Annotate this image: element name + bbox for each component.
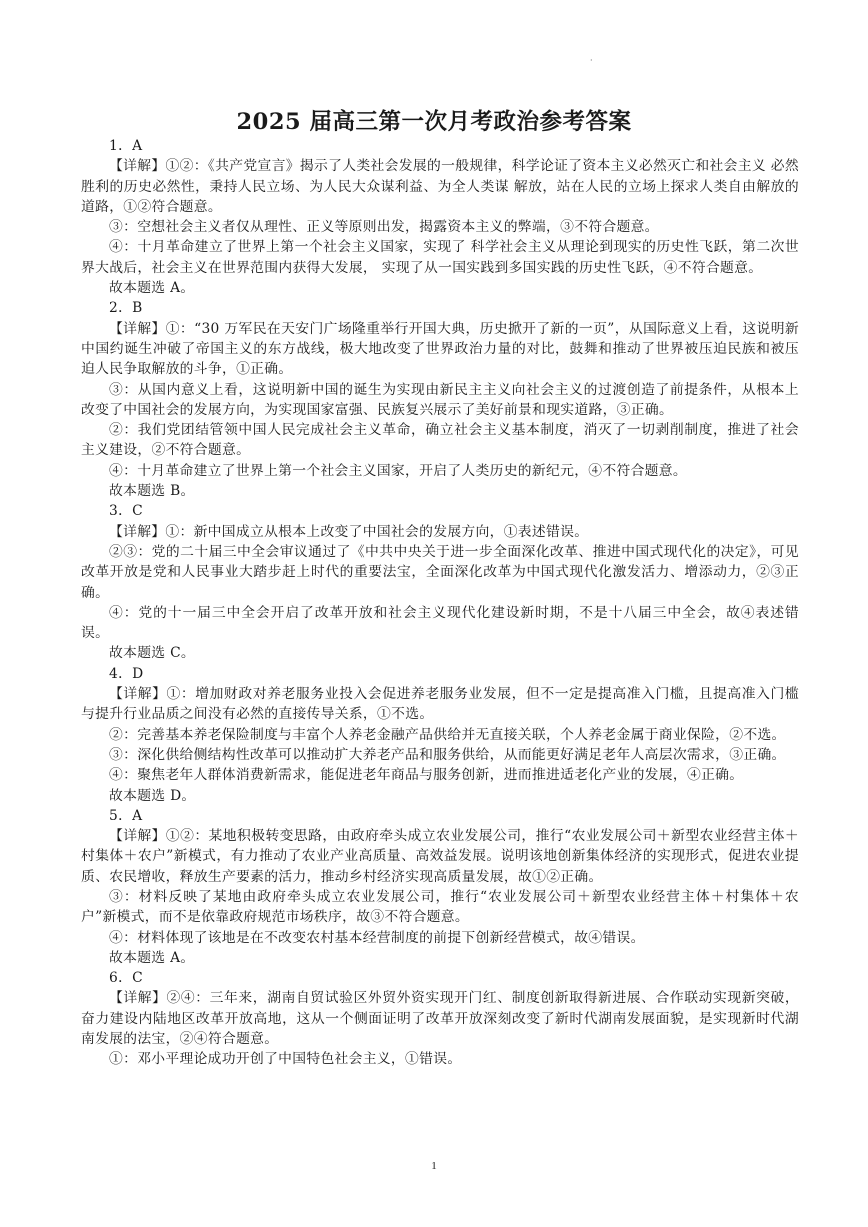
explanation-paragraph: ③：空想社会主义者仅从理性、正义等原则出发，揭露资本主义的弊端，③不符合题意。 bbox=[109, 219, 659, 236]
answer-conclusion: 故本题选 A。 bbox=[109, 280, 195, 297]
header-mark: · bbox=[590, 56, 593, 65]
question-number: 3．C bbox=[109, 503, 144, 520]
explanation-paragraph: ④：党的十一届三中全会开启了改革开放和社会主义现代化建设新时期，不是十八届三中全会，故④表述错误。 bbox=[81, 604, 799, 642]
question-number: 2．B bbox=[109, 300, 143, 317]
explanation-paragraph: ④：材料体现了该地是在不改变农村基本经营制度的前提下创新经营模式，故④错误。 bbox=[109, 929, 645, 946]
explanation-paragraph: ④：十月革命建立了世界上第一个社会主义国家，开启了人类历史的新纪元，④不符合题意。 bbox=[109, 462, 687, 479]
question-number: 4．D bbox=[109, 665, 144, 682]
explanation-paragraph: 【详解】①：新中国成立从根本上改变了中国社会的发展方向，①表述错误。 bbox=[109, 523, 589, 540]
explanation-paragraph: ②：我们党团结管领中国人民完成社会主义革命，确立社会主义基本制度，消灭了一切剥削制度，推进了社会主义建设，②不符合题意。 bbox=[81, 422, 799, 459]
explanation-paragraph: ③：深化供给侧结构性改革可以推动扩大养老产品和服务供给，从而能更好满足老年人高层次需求，③正确。 bbox=[109, 746, 786, 763]
page-number: 1 bbox=[431, 1160, 437, 1172]
answer-conclusion: 故本题选 B。 bbox=[109, 483, 195, 500]
explanation-paragraph: ①：邓小平理论成功开创了中国特色社会主义，①错误。 bbox=[109, 1051, 462, 1068]
answer-body bbox=[81, 136, 799, 1070]
answer-conclusion: 故本题选 A。 bbox=[109, 949, 195, 966]
explanation-paragraph: 【详解】①②：《共产党宣言》揭示了人类社会发展的一般规律，科学论证了资本主义必然灭亡和社会主义 必然胜利的历史必然性，秉持人民立场、为人民大众谋利益、为全人类谋 解放，站在人民的立场上探求人类自由解放的道路，①②符合题意。 bbox=[81, 158, 799, 215]
question-number: 5．A bbox=[109, 807, 143, 824]
explanation-paragraph: ④：十月革命建立了世界上第一个社会主义国家，实现了 科学社会主义从理论到现实的历史性飞跃，第二次世界大战后，社会主义在世界范围内获得大发展， 实现了从一国实践到多国实践的历史性飞跃，④不符合题意。 bbox=[81, 239, 799, 276]
explanation-paragraph: 【详解】①②：某地积极转变思路，由政府牵头成立农业发展公司，推行“农业发展公司＋新型农业经营主体＋村集体＋农户”新模式，有力推动了农业产业高质量、高效益发展。说明该地创新集体经济的实现形式，促进农业提质、农民增收，释放生产要素的活力，推动乡村经济实现高质量发展，故①②正确。 bbox=[81, 828, 799, 885]
question-number: 1．A bbox=[109, 138, 143, 154]
explanation-paragraph: 【详解】②④：三年来，湖南自贸试验区外贸外资实现开门红、制度创新取得新进展、合作联动实现新突破，奋力建设内陆地区改革开放高地，这从一个侧面证明了改革开放深刻改变了新时代湖南发展面貌，是实现新时代湖南发展的法宝，②④符合题意。 bbox=[81, 990, 799, 1048]
page-title: 2025 届高三第一次月考政治参考答案 bbox=[236, 109, 632, 135]
question-number: 6．C bbox=[109, 970, 144, 987]
explanation-paragraph: 【详解】①：增加财政对养老服务业投入会促进养老服务业发展，但不一定是提高准入门槛，且提高准入门槛与提升行业品质之间没有必然的直接传导关系，①不选。 bbox=[81, 686, 799, 723]
answer-conclusion: 故本题选 C。 bbox=[109, 645, 196, 662]
explanation-paragraph: ③：从国内意义上看，这说明新中国的诞生为实现由新民主主义向社会主义的过渡创造了前提条件，从根本上改变了中国社会的发展方向，为实现国家富强、民族复兴展示了美好前景和现实道路，③正确。 bbox=[81, 381, 799, 418]
explanation-paragraph: 【详解】①：“30 万军民在天安门广场隆重举行开国大典，历史掀开了新的一页”，从国际意义上看，这说明新中国约诞生冲破了帝国主义的东方战线，极大地改变了世界政治力量的对比，鼓舞和推动了世界被压迫民族和被压迫人民争取解放的斗争，①正确。 bbox=[81, 320, 799, 378]
explanation-paragraph: ②：完善基本养老保险制度与丰富个人养老金融产品供给并无直接关联，个人养老金属于商业保险，②不选。 bbox=[109, 726, 786, 743]
answer-conclusion: 故本题选 D。 bbox=[109, 787, 196, 804]
explanation-paragraph: ②③：党的二十届三中全会审议通过了《中共中央关于进一步全面深化改革、推进中国式现代化的决定》，可见改革开放是党和人民事业大踏步赶上时代的重要法宝，全面深化改革为中国式现代化激发活力、增添动力，②③正确。 bbox=[81, 543, 799, 601]
explanation-paragraph: ③：材料反映了某地由政府牵头成立农业发展公司，推行“农业发展公司＋新型农业经营主体＋村集体＋农户”新模式，而不是依靠政府规范市场秩序，故③不符合题意。 bbox=[81, 888, 799, 926]
explanation-paragraph: ④：聚焦老年人群体消费新需求，能促进老年商品与服务创新，进而推进适老化产业的发展，④正确。 bbox=[109, 767, 744, 784]
